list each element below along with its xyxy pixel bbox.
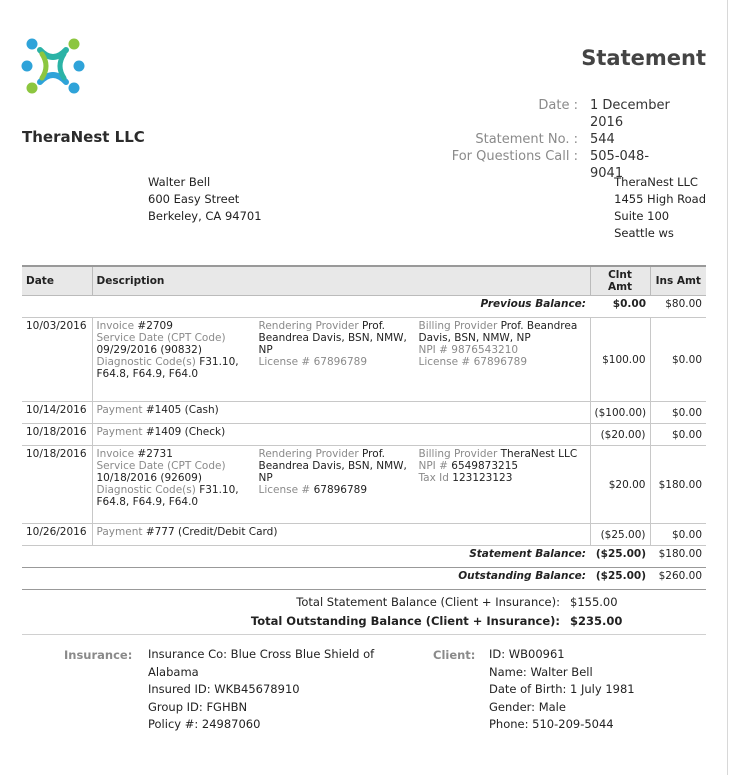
invoice-number: #2709 — [137, 320, 173, 332]
rendering-col — [259, 448, 419, 508]
statement-balance-client: ($25.00) — [595, 548, 646, 560]
row-description — [92, 402, 590, 424]
meta-date — [452, 97, 678, 131]
recipient-name: Walter Bell — [148, 175, 211, 189]
payment-label: Payment — [96, 526, 143, 538]
payment-value: #1405 (Cash) — [145, 404, 219, 416]
invoice-col — [97, 320, 259, 380]
row-ins-amt: $0.00 — [650, 524, 706, 546]
insurance-company: Insurance Co: Blue Cross Blue Shield of Alabama — [148, 647, 375, 679]
table-row — [22, 402, 706, 424]
total-outstanding-value: $235.00 — [570, 614, 623, 628]
sender-name: TheraNest LLC — [614, 175, 698, 189]
row-client-amt: ($25.00) — [590, 524, 650, 546]
diagnostic-label: Diagnostic Code(s) — [96, 484, 196, 496]
total-outstanding-balance — [250, 612, 623, 631]
meta-date-label: Date : — [538, 98, 578, 113]
recipient-street: 600 Easy Street — [148, 192, 240, 206]
sender-city: Seattle ws — [614, 226, 674, 240]
billing-col — [419, 320, 586, 380]
row-description — [92, 524, 590, 546]
insurance-info — [148, 646, 378, 734]
divider — [22, 634, 706, 635]
invoice-details — [97, 448, 586, 508]
client-id: ID: WB00961 — [489, 647, 565, 661]
client-dob: Date of Birth: 1 July 1981 — [489, 682, 635, 696]
statement-balance-label: Statement Balance: — [469, 548, 586, 560]
meta-statement-no — [452, 131, 678, 148]
license-value: 67896789 — [473, 356, 528, 368]
row-client-amt: ($20.00) — [590, 424, 650, 446]
tax-id-value: 123123123 — [452, 472, 513, 484]
policy-number: Policy #: 24987060 — [148, 717, 261, 731]
row-date: 10/03/2016 — [22, 318, 92, 402]
npi-value: 9876543210 — [451, 344, 519, 356]
group-id: Group ID: FGHBN — [148, 699, 248, 714]
table-row — [22, 446, 706, 524]
col-date: Date — [22, 266, 92, 296]
col-description: Description — [92, 266, 590, 296]
row-ins-amt: $0.00 — [650, 402, 706, 424]
outstanding-balance-row — [22, 568, 706, 590]
company-name: TheraNest LLC — [22, 128, 145, 146]
table-header — [22, 266, 706, 296]
table-row — [22, 524, 706, 546]
row-date: 10/14/2016 — [22, 402, 92, 424]
statement-title: Statement — [581, 46, 706, 70]
statement-table — [22, 265, 706, 590]
service-date-label: Service Date (CPT Code) — [96, 460, 226, 472]
meta-statement-no-value: 544 — [590, 132, 615, 147]
total-statement-value: $155.00 — [570, 595, 618, 609]
license-value: 67896789 — [313, 484, 368, 496]
row-ins-amt: $180.00 — [650, 446, 706, 524]
license-label: License # — [258, 356, 311, 368]
previous-balance-label: Previous Balance: — [22, 296, 590, 318]
meta-phone-label: For Questions Call : — [451, 149, 578, 164]
totals — [250, 593, 623, 631]
client-info — [489, 646, 709, 734]
invoice-details — [97, 320, 586, 380]
statement-balance-ins: $180.00 — [658, 548, 702, 560]
rendering-label: Rendering Provider — [258, 448, 359, 460]
rendering-value: Prof. Beandrea Davis, BSN, NMW, NP — [258, 448, 407, 484]
client-phone: Phone: 510-209-5044 — [489, 717, 614, 731]
license-label: License # — [418, 356, 471, 368]
col-ins-amt: Ins Amt — [650, 266, 706, 296]
billing-label: Billing Provider — [418, 320, 498, 332]
row-client-amt: $20.00 — [590, 446, 650, 524]
invoice-number: #2731 — [137, 448, 173, 460]
payment-value: #1409 (Check) — [145, 426, 226, 438]
client-label: Client: — [433, 648, 476, 662]
invoice-label: Invoice — [96, 320, 135, 332]
previous-balance-ins: $80.00 — [650, 296, 706, 318]
row-description — [92, 446, 590, 524]
npi-label: NPI # — [418, 344, 448, 356]
diagnostic-label: Diagnostic Code(s) — [96, 356, 196, 368]
insurance-label: Insurance: — [64, 648, 133, 662]
statement-balance-row — [22, 546, 706, 568]
row-client-amt: ($100.00) — [590, 402, 650, 424]
rendering-col — [259, 320, 419, 380]
table-row — [22, 318, 706, 402]
outstanding-balance-client: ($25.00) — [590, 568, 650, 590]
billing-value: Prof. Beandrea Davis, BSN, NMW, NP — [418, 320, 578, 344]
sender-suite: Suite 100 — [614, 209, 670, 223]
row-ins-amt: $0.00 — [650, 424, 706, 446]
row-date: 10/26/2016 — [22, 524, 92, 546]
license-value: 67896789 — [313, 356, 368, 368]
row-client-amt: $100.00 — [590, 318, 650, 402]
previous-balance-client: $0.00 — [590, 296, 650, 318]
rendering-value: Prof. Beandrea Davis, BSN, NMW, NP — [258, 320, 407, 356]
statement-meta — [452, 97, 678, 182]
license-label: License # — [258, 484, 311, 496]
recipient-city: Berkeley, CA 94701 — [148, 209, 262, 223]
payment-value: #777 (Credit/Debit Card) — [145, 526, 278, 538]
billing-label: Billing Provider — [418, 448, 498, 460]
meta-statement-no-label: Statement No. : — [475, 132, 578, 147]
row-description — [92, 318, 590, 402]
invoice-label: Invoice — [96, 448, 135, 460]
insured-id: Insured ID: WKB45678910 — [148, 682, 300, 696]
payment-label: Payment — [96, 426, 143, 438]
table-row — [22, 424, 706, 446]
recipient-address — [148, 174, 262, 225]
billing-col — [419, 448, 586, 508]
page-edge — [727, 0, 728, 775]
total-statement-label: Total Statement Balance (Client + Insurance): — [296, 595, 560, 609]
sender-street: 1455 High Road — [614, 192, 706, 206]
billing-value: TheraNest LLC — [500, 448, 578, 460]
npi-label: NPI # — [418, 460, 448, 472]
previous-balance-row — [22, 296, 706, 318]
col-client-amt: Clnt Amt — [590, 266, 650, 296]
npi-value: 6549873215 — [451, 460, 519, 472]
client-name: Name: Walter Bell — [489, 664, 593, 679]
outstanding-balance-label: Outstanding Balance: — [22, 568, 590, 590]
meta-date-value: 1 December 2016 — [590, 98, 670, 130]
theranest-logo-icon — [20, 36, 86, 96]
row-date: 10/18/2016 — [22, 446, 92, 524]
payment-label: Payment — [96, 404, 143, 416]
total-outstanding-label: Total Outstanding Balance (Client + Insurance): — [250, 614, 560, 628]
rendering-label: Rendering Provider — [258, 320, 359, 332]
service-date-value: 10/18/2016 (92609) — [96, 472, 202, 484]
tax-id-label: Tax Id — [418, 472, 449, 484]
diagnostic-value: F31.10, F64.8, F64.9, F64.0 — [96, 484, 239, 508]
meta-phone-value: 505-048-9041 — [590, 149, 650, 181]
row-date: 10/18/2016 — [22, 424, 92, 446]
service-date-label: Service Date (CPT Code) — [96, 332, 226, 344]
sender-address — [614, 174, 706, 242]
outstanding-balance-ins: $260.00 — [650, 568, 706, 590]
client-gender: Gender: Male — [489, 699, 566, 714]
total-statement-balance — [251, 593, 618, 612]
row-ins-amt: $0.00 — [650, 318, 706, 402]
diagnostic-value: F31.10, F64.8, F64.9, F64.0 — [96, 356, 239, 380]
invoice-col — [97, 448, 259, 508]
service-date-value: 09/29/2016 (90832) — [96, 344, 202, 356]
row-description — [92, 424, 590, 446]
